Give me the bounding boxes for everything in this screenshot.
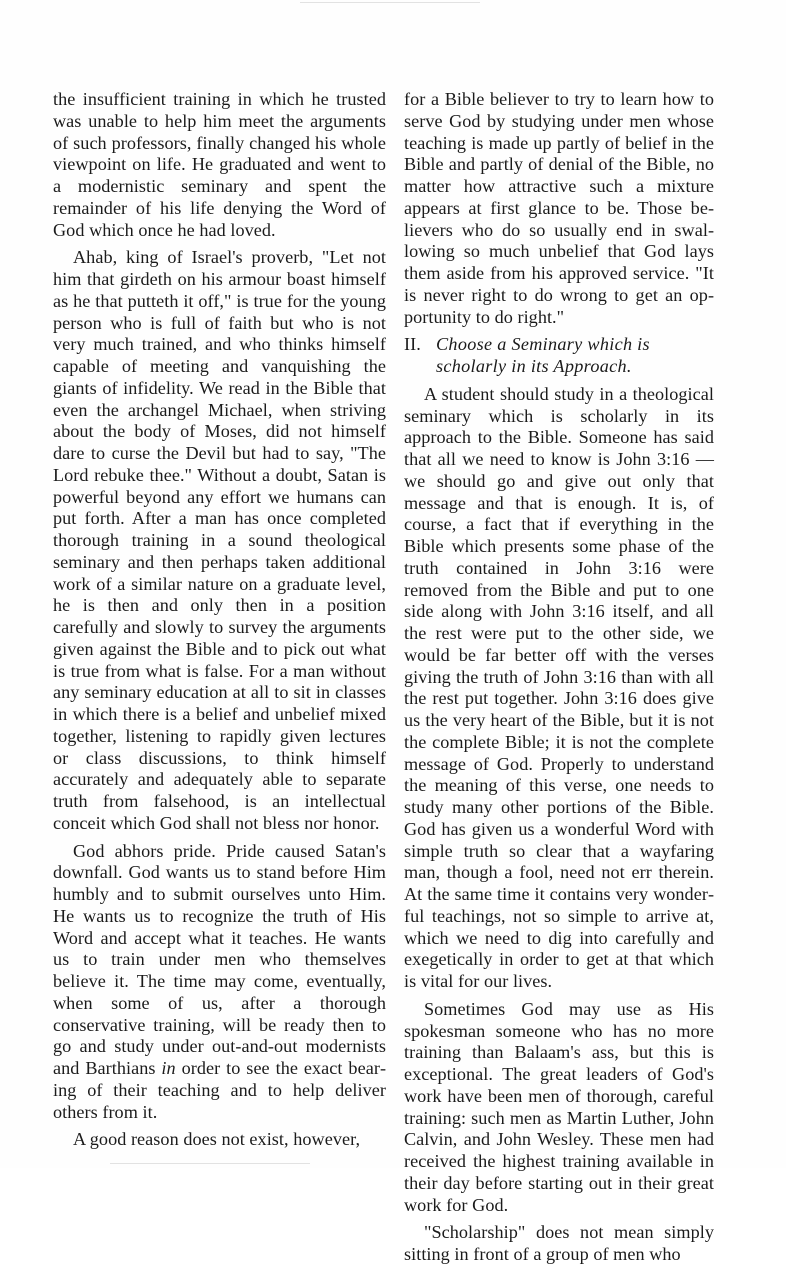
right-column: [404, 89, 714, 1272]
left-column: [53, 89, 386, 1157]
paragraph-continued: for a Bible believer to try to learn how to serve God by studying under men whose teaching is made up partly of belief in the Bible and partly of denial of the Bible, no matter how attractive such a mixture appears at first glance to be. Those believers who do so usually end in swallowing so much unbelief that God lays them aside from his approved service. "It is never right to do wrong to get an opportunity to do right.": [404, 89, 714, 327]
section-number: II.: [404, 334, 421, 355]
paragraph-student-should-study: A student should study in a theological seminary which is scholarly in its approach to the Bible. Someone has said that all we need to know is John 3:16 — we should go and give out only that message and that is enough. It is, of course, a fact that if everything in the Bible which presents some phase of the truth contained in John 3:16 were removed from the Bible and put to one side along with John 3:16 itself, and all the rest were put to the other side, we would be far better off with the verses giving the truth of John 3:16 than with all the rest put together. John 3:16 does give us the very heart of the Bible, but it is not the complete Bible; it is not the complete message of God. Properly to understand the meaning of this verse, one needs to study many other portions of the Bible. God has given us a wonderful Word with simple truth so clear that a wayfaring man, though a fool, need not err therein. At the same time it contains very wonderful teachings, not so simple to arrive at, which we need to dig into carefully and exegetically in order to get at that which is vital for our lives.: [404, 383, 714, 991]
scan-artifact-bottom: [110, 1163, 310, 1164]
section-title: Choose a Seminary which is scholarly in its Approach.: [436, 334, 650, 376]
paragraph-continued: the insufficient training in which he trusted was unable to help him meet the arguments of such professors, finally changed his whole viewpoint on life. He graduated and went to a modernistic seminary and spent the remainder of his life denying the Word of God which once he had loved.: [53, 89, 386, 240]
scan-artifact-top: [300, 2, 480, 3]
paragraph-ahab-proverb: Ahab, king of Israel's proverb, "Let not him that girdeth on his armour boast himself as he that putteth it off," is true for the young person who is full of faith but who is not very much trained, and who thinks himself capable of meeting and vanquishing the giants of infidelity. We read in the Bible that even the archangel Michael, when striving about the body of Moses, did not himself dare to curse the Devil but had to say, "The Lord rebuke thee." Without a doubt, Satan is powerful beyond any effort we humans can put forth. After a man has once completed thorough training in a sound theological seminary and then perhaps taken additional work of a similar nature on a graduate level, he is then and only then in a position carefully and slowly to survey the arguments given against the Bible and to pick out what is true from what is false. For a man without any seminary education at all to sit in classes in which there is a belief and unbelief mixed together, listening to rapidly given lectures or class discussions, to think himself accurately and adequately able to separate truth from falsehood, is an intellectual conceit which God shall not bless nor honor.: [53, 247, 386, 833]
paragraph-text: order to see the exact bearing of their teaching and to help deliver others from it.: [53, 1058, 386, 1122]
paragraph-scholarship: "Scholarship" does not mean simply sitting in front of a group of men who: [404, 1222, 714, 1264]
paragraph-good-reason: A good reason does not exist, however,: [73, 1129, 361, 1150]
paragraph-god-abhors-pride: [53, 841, 386, 1124]
section-heading: [404, 334, 714, 378]
paragraph-sometimes-god: Sometimes God may use as His spokesman someone who has no more training than Balaam's ass, but this is exceptional. The great leaders of God's work have been men of thorough, careful training: such men as Martin Luther, John Calvin, and John Wesley. These men had received the highest training available in their day before starting out in their great work for God.: [404, 998, 714, 1215]
paragraph-text: God abhors pride. Pride caused Satan's downfall. God wants us to stand before Him humbly and to submit ourselves unto Him. He wants us to recognize the truth of His Word and accept what it teaches. He wants us to train under men who themselves believe it. The time may come, eventually, when some of us, after a thorough conservative training, will be ready then to go and study under out-and-out modernists and Barthians: [53, 840, 386, 1078]
italic-word: in: [161, 1058, 176, 1078]
